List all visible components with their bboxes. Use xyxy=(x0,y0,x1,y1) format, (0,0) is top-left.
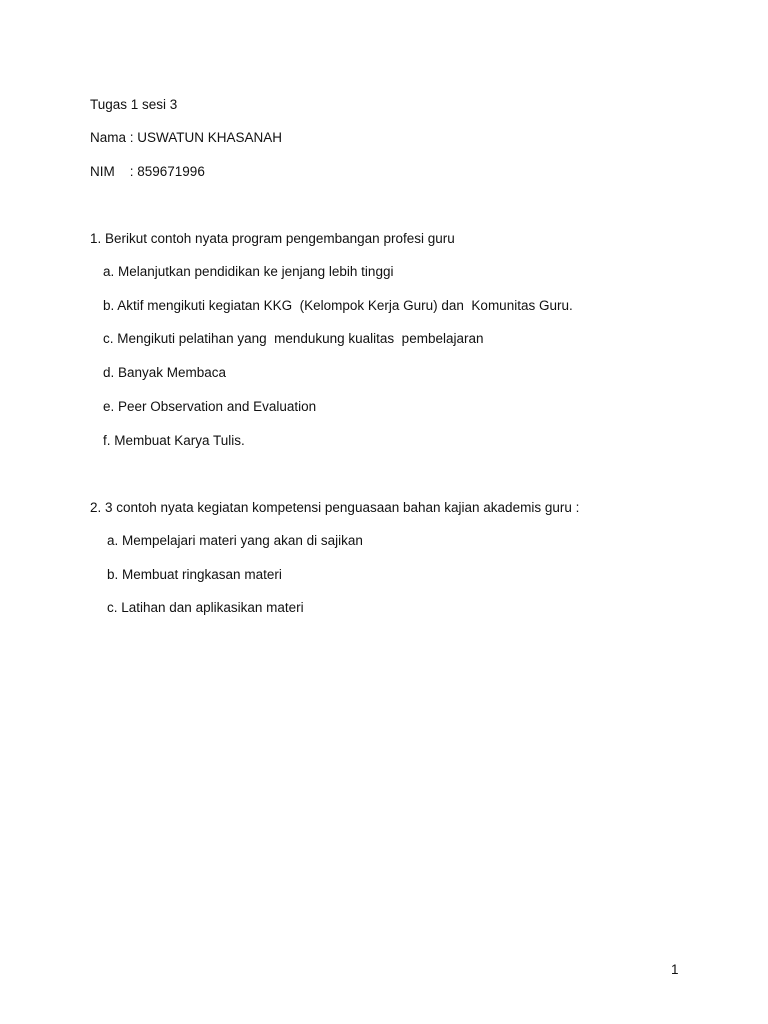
question-1-item-b: b. Aktif mengikuti kegiatan KKG (Kelompok Kerja Guru) dan Komunitas Guru. xyxy=(103,298,573,313)
question-1-heading: 1. Berikut contoh nyata program pengembangan profesi guru xyxy=(90,231,455,246)
assignment-title: Tugas 1 sesi 3 xyxy=(90,97,178,112)
question-2-heading: 2. 3 contoh nyata kegiatan kompetensi penguasaan bahan kajian akademis guru : xyxy=(90,500,580,515)
question-2-item-b: b. Membuat ringkasan materi xyxy=(107,567,282,582)
question-1-item-a: a. Melanjutkan pendidikan ke jenjang lebih tinggi xyxy=(103,264,394,279)
question-1-item-d: d. Banyak Membaca xyxy=(103,365,227,380)
question-2-item-a: a. Mempelajari materi yang akan di sajikan xyxy=(107,533,363,548)
page-number: 1 xyxy=(671,962,679,977)
student-name: Nama : USWATUN KHASANAH xyxy=(90,130,283,145)
question-1-item-f: f. Membuat Karya Tulis. xyxy=(103,433,245,448)
question-1-item-c: c. Mengikuti pelatihan yang mendukung kualitas pembelajaran xyxy=(103,331,484,346)
question-1-item-e: e. Peer Observation and Evaluation xyxy=(103,399,317,414)
student-nim: NIM : 859671996 xyxy=(90,164,205,179)
question-2-item-c: c. Latihan dan aplikasikan materi xyxy=(107,600,304,615)
